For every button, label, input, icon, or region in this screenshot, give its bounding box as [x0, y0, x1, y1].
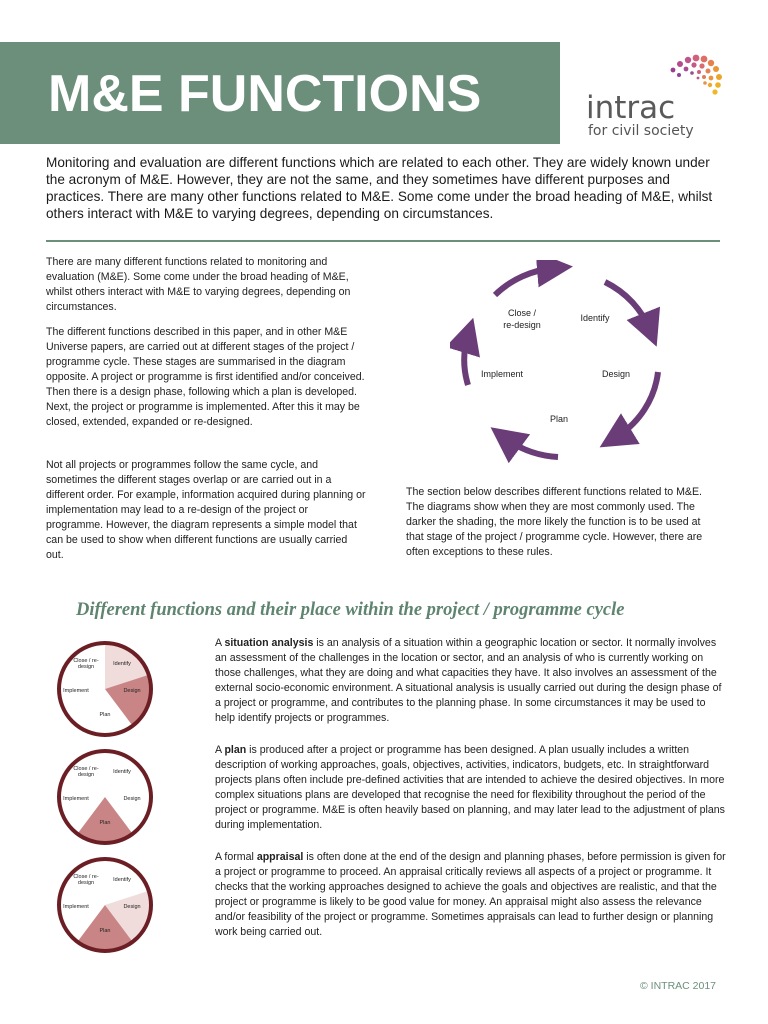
small-label-design: Design: [123, 688, 141, 694]
small-label-plan: Plan: [99, 928, 111, 934]
cycle-arrow-right: [615, 372, 658, 438]
section-title: Different functions and their place within the project / programme cycle: [76, 600, 625, 620]
cycle-label-plan: Plan: [549, 414, 569, 424]
small-label-identify: Identify: [113, 661, 131, 667]
cycle-label-close: Close /: [507, 308, 537, 318]
fn-pre: A formal: [215, 851, 257, 863]
fn-pre: A: [215, 744, 225, 756]
fn-post: is an analysis of a situation within a geographic location or sector. It normally involves an assessment of the challenges in the location or sector, and an analysis of who is currently working on those challenges, what they are doing and what capacities they have. It also involves an assessment of the external socio-economic environment. A situational analysis is usually carried out during the design phase of a project or programme, and contributes to the planning phase. In some circumstances it may be used to help identify projects or programmes.: [215, 637, 722, 724]
fn-term: plan: [224, 744, 247, 756]
cycle-arrow-top: [495, 268, 555, 295]
project-cycle-diagram: [450, 260, 670, 470]
cycle-arrow-bottom: [505, 438, 558, 457]
logo-wordmark: intrac: [586, 90, 676, 126]
appraisal-description: [215, 850, 727, 940]
small-label-close2: design: [77, 880, 95, 886]
plan-cycle: [52, 744, 158, 850]
small-label-plan: Plan: [99, 820, 111, 826]
small-label-close2: design: [77, 664, 95, 670]
cycle-arrow-left: [464, 335, 468, 385]
intrac-logo: [584, 50, 734, 142]
header-banner: [0, 42, 560, 144]
cycle-label-implement: Implement: [480, 369, 524, 379]
diagram-explanation: The section below describes different functions related to M&E. The diagrams show when they are most commonly used. The darker the shading, the more likely the function is to be used at that stage of the project / programme cycle. However, there are often exceptions to these rules.: [406, 486, 703, 558]
left-paragraph-3: [46, 458, 366, 563]
small-label-close: Close / re-: [73, 874, 99, 880]
cycle-arrow-topright: [605, 282, 650, 330]
small-label-design: Design: [123, 904, 141, 910]
cycle-label-design: Design: [601, 369, 631, 379]
plan-description: [215, 743, 727, 833]
small-label-identify: Identify: [113, 769, 131, 775]
left-paragraph-1-text: There are many different functions related to monitoring and evaluation (M&E). Some come under the broad heading of M&E, whilst others interact with M&E to varying degrees, depending on circumstances.: [46, 256, 351, 313]
appraisal-cycle: [52, 852, 158, 958]
logo-tagline: for civil society: [588, 123, 694, 139]
section-divider: [46, 240, 720, 242]
small-label-close: Close / re-: [73, 658, 99, 664]
cycle-label-identify: Identify: [580, 313, 610, 323]
small-label-implement: Implement: [63, 688, 89, 694]
small-label-design: Design: [123, 796, 141, 802]
small-label-plan: Plan: [99, 712, 111, 718]
small-label-close2: design: [77, 772, 95, 778]
left-paragraph-1: [46, 255, 366, 315]
fn-term: situation analysis: [224, 637, 314, 649]
page-title: M&E FUNCTIONS: [48, 65, 482, 123]
left-paragraph-2-text: The different functions described in this paper, and in other M&E Universe papers, are carried out at different stages of the project / programme cycle. These stages are summarised in the diagram opposite. A project or programme is first identified and/or conceived. Then there is a design phase, following which a plan is developed. Next, the project or programme is implemented. After this it may be closed, extended, expanded or re-designed.: [46, 326, 365, 428]
situation-analysis-description: [215, 636, 727, 726]
fn-term: appraisal: [256, 851, 304, 863]
cycle-label-redesign: re-design: [503, 320, 541, 330]
small-label-implement: Implement: [63, 904, 89, 910]
fn-post: is often done at the end of the design and planning phases, before permission is given for a project or programme to proceed. An appraisal critically reviews all aspects of a project or programme. It checks that the working approaches designed to achieve the goals and objectives are realistic, and that the project or programme is likely to be good value for money. An appraisal might also assess the relevance and/or feasibility of the project or programme. Sometimes appraisals can lead to further design or planning work being carried out.: [215, 851, 726, 938]
small-label-identify: Identify: [113, 877, 131, 883]
fn-post: is produced after a project or programme has been designed. A plan usually includes a written description of working approaches, goals, objectives, activities, indicators, budgets, etc. In straightforward projects plans often include pre-defined activities that are intended to achieve the desired objectives. In more complex situations plans are developed that recognise the need for flexibility throughout the period of the project or programme. M&E is often heavily based on planning, and may later lead to the adjustment of plans during implementation.: [215, 744, 725, 831]
copyright-footer: © INTRAC 2017: [640, 980, 717, 992]
small-label-implement: Implement: [63, 796, 89, 802]
fn-pre: A: [215, 637, 225, 649]
situation-analysis-cycle: [52, 636, 158, 742]
small-label-close: Close / re-: [73, 766, 99, 772]
intro-paragraph: Monitoring and evaluation are different functions which are related to each other. They are widely known under the acronym of M&E. However, they are not the same, and they sometimes have different purposes and practices. There are many other functions related to M&E. Some come under the broad heading of M&E, whilst others interact with M&E to varying degrees, depending on circumstances.: [46, 155, 713, 221]
left-paragraph-3-text: Not all projects or programmes follow the same cycle, and sometimes the different stages overlap or are carried out in a different order. For example, information acquired during planning or implementation may lead to a re-design of the project or programme. However, the diagram represents a simple model that can be used to show when different functions are usually carried out.: [46, 459, 366, 561]
left-paragraph-2: [46, 325, 366, 430]
